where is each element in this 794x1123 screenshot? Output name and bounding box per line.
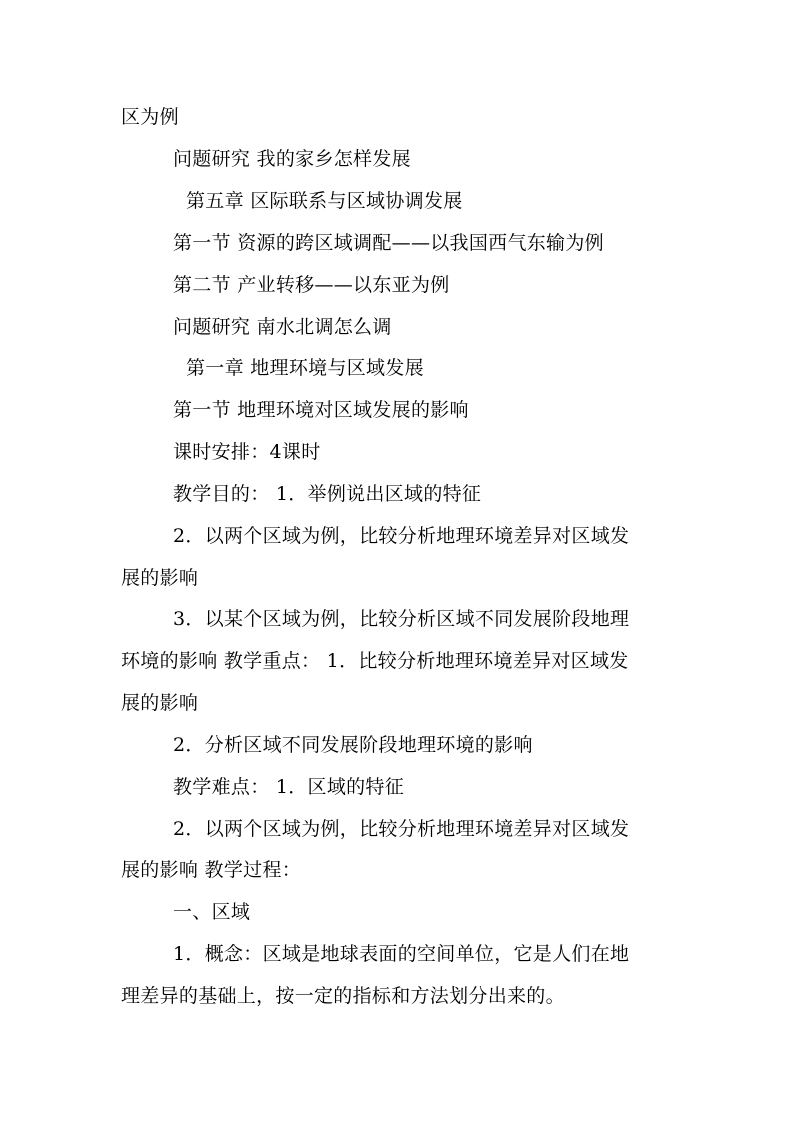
text-line: 第一节 资源的跨区域调配——以我国西气东输为例 xyxy=(173,232,604,254)
text-line: 2．以两个区域为例，比较分析地理环境差异对区域发 xyxy=(173,525,630,547)
text-line: 第一章 地理环境与区域发展 xyxy=(186,357,424,379)
text-line: 展的影响 教学过程： xyxy=(121,859,302,881)
text-line: 环境的影响 教学重点： 1．比较分析地理环境差异对区域发 xyxy=(121,650,629,672)
text-line: 3．以某个区域为例，比较分析区域不同发展阶段地理 xyxy=(173,608,630,630)
text-line: 2．以两个区域为例，比较分析地理环境差异对区域发 xyxy=(173,818,630,840)
text-line: 展的影响 xyxy=(121,567,199,589)
text-line: 课时安排：4课时 xyxy=(173,441,321,463)
text-line: 第一节 地理环境对区域发展的影响 xyxy=(173,399,469,421)
text-line: 问题研究 我的家乡怎样发展 xyxy=(173,148,411,170)
text-line: 理差异的基础上，按一定的指标和方法划分出来的。 xyxy=(121,985,565,1007)
text-line: 问题研究 南水北调怎么调 xyxy=(173,316,392,338)
text-line: 教学难点： 1．区域的特征 xyxy=(173,776,405,798)
text-line: 展的影响 xyxy=(121,692,199,714)
text-line: 第五章 区际联系与区域协调发展 xyxy=(186,190,463,212)
text-line: 教学目的： 1．举例说出区域的特征 xyxy=(173,483,482,505)
text-line: 一、区域 xyxy=(173,901,251,923)
text-line: 2．分析区域不同发展阶段地理环境的影响 xyxy=(173,734,533,756)
text-line: 第二节 产业转移——以东亚为例 xyxy=(173,274,450,296)
text-line: 1．概念：区域是地球表面的空间单位，它是人们在地 xyxy=(173,943,630,965)
text-line: 区为例 xyxy=(121,106,179,128)
